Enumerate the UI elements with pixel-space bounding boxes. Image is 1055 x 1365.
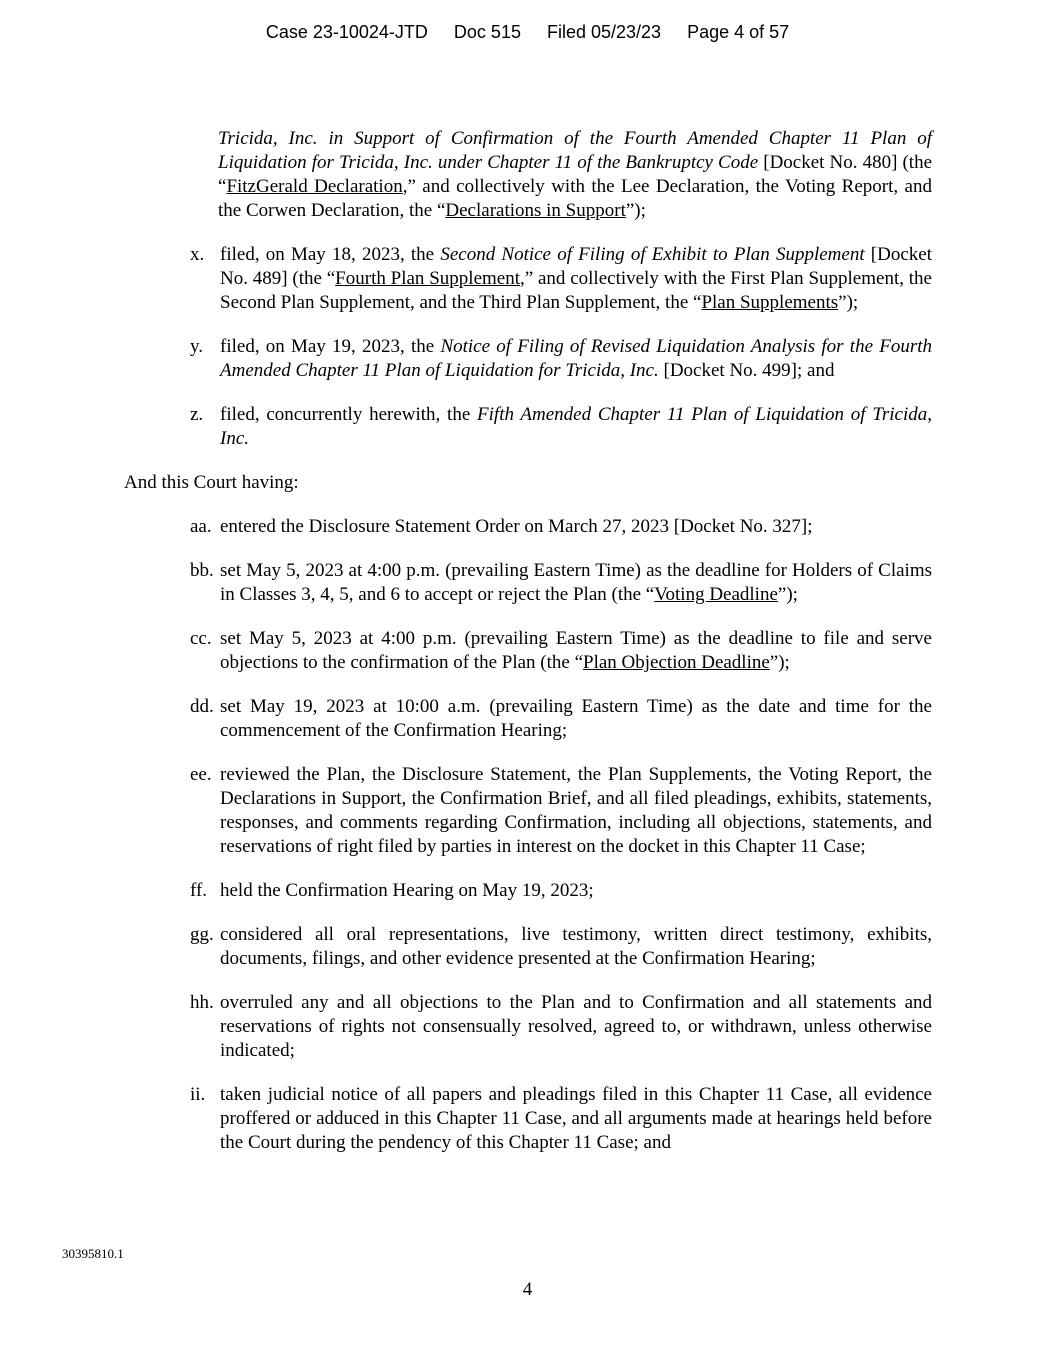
item-label: ee. <box>190 764 212 785</box>
item-label: aa. <box>190 516 212 537</box>
text-segment-underline: Fourth Plan Supplement <box>335 268 520 289</box>
text-segment-normal: [Docket No. 489] (the “ <box>220 244 932 289</box>
text-segment-normal: ,” and collectively with the First Plan Supplement, the Second Plan Supplement, and the Third Plan Supplement, the “ <box>220 268 932 313</box>
court-having-line: And this Court having: <box>124 472 299 493</box>
list-item-ii <box>124 1083 932 1155</box>
case-number: Case 23-10024-JTD <box>265 22 428 42</box>
item-text <box>220 243 932 315</box>
text-segment-underline: FitzGerald Declaration <box>226 176 403 197</box>
item-text <box>220 1083 932 1155</box>
item-text <box>220 879 932 903</box>
text-segment-normal: set May 19, 2023 at 10:00 a.m. (prevailing Eastern Time) as the date and time for the commencement of the Confirmation Hearing; <box>220 696 932 741</box>
item-text <box>220 627 932 675</box>
item-label: gg. <box>190 924 214 945</box>
list-filed-items <box>124 243 932 451</box>
item-text <box>220 559 932 607</box>
text-segment-normal: overruled any and all objections to the Plan and to Confirmation and all statements and reservations of rights not consensually resolved, agreed to, or withdrawn, unless otherwise indicated; <box>220 992 932 1061</box>
item-text <box>220 403 932 451</box>
item-label: x. <box>190 244 205 265</box>
item-text <box>220 923 932 971</box>
list-item-z <box>124 403 932 451</box>
footer-page-number: 4 <box>522 1279 533 1300</box>
item-label: cc. <box>190 628 212 649</box>
item-text <box>220 991 932 1063</box>
list-item-ee <box>124 763 932 859</box>
text-segment-underline: Declarations in Support <box>445 200 626 221</box>
text-segment-italic: Fifth Amended Chapter 11 Plan of Liquidation of Tricida, Inc. <box>220 404 932 449</box>
item-text <box>220 335 932 383</box>
text-segment-underline: Plan Objection Deadline <box>583 652 770 673</box>
list-item-cc <box>124 627 932 675</box>
text-segment-normal: ”); <box>769 652 790 673</box>
text-segment-normal: set May 5, 2023 at 4:00 p.m. (prevailing Eastern Time) as the deadline for Holders of Claims in Classes 3, 4, 5, and 6 to accept or reject the Plan (the “ <box>220 560 932 605</box>
list-court-actions <box>124 515 932 1155</box>
item-label: z. <box>190 404 204 425</box>
item-text <box>220 515 932 539</box>
ecf-stamp-header <box>0 22 1055 42</box>
item-text <box>220 695 932 743</box>
text-segment-normal: reviewed the Plan, the Disclosure Statement, the Plan Supplements, the Voting Report, the Declarations in Support, the Confirmation Brief, and all filed pleadings, exhibits, statements, responses, and comments regarding Confirmation, including all objections, statements, and reservations of right filed by parties in interest on the docket in this Chapter 11 Case; <box>220 764 932 857</box>
text-segment-normal: ”); <box>625 200 646 221</box>
list-item-gg <box>124 923 932 971</box>
text-segment-normal: filed, on May 18, 2023, the <box>220 244 441 265</box>
item-label: ff. <box>190 880 208 901</box>
text-segment-italic: Notice of Filing of Revised Liquidation Analysis for the Fourth Amended Chapter 11 Plan of Liquidation for Tricida, Inc. <box>220 336 933 381</box>
list-item-ff <box>124 879 932 903</box>
text-segment-normal: held the Confirmation Hearing on May 19, 2023; <box>220 880 594 901</box>
doc-number: Doc 515 <box>453 22 521 42</box>
text-segment-normal: entered the Disclosure Statement Order on March 27, 2023 [Docket No. 327]; <box>220 516 813 537</box>
item-label: hh. <box>190 992 214 1013</box>
list-item-bb <box>124 559 932 607</box>
text-segment-normal: taken judicial notice of all papers and pleadings filed in this Chapter 11 Case, all evidence proffered or adduced in this Chapter 11 Case, and all arguments made at hearings held before the Court during the pendency of this Chapter 11 Case; and <box>220 1084 932 1153</box>
filed-date: Filed 05/23/23 <box>546 22 662 42</box>
item-label: dd. <box>190 696 214 717</box>
text-segment-normal: [Docket No. 499]; and <box>658 360 835 381</box>
list-item-x <box>124 243 932 315</box>
footer-document-number: 30395810.1 <box>62 1246 124 1261</box>
text-segment-normal: [Docket No. 480] (the “ <box>218 152 933 197</box>
text-segment-normal: filed, on May 19, 2023, the <box>220 336 441 357</box>
text-segment-normal: ,” and collectively with the Lee Declaration, the Voting Report, and the Corwen Declaration, the “ <box>218 176 932 221</box>
item-label: y. <box>190 336 204 357</box>
item-label: ii. <box>190 1084 206 1105</box>
page-of-indicator: Page 4 of 57 <box>687 22 790 42</box>
text-segment-normal: filed, concurrently herewith, the <box>220 404 478 425</box>
text-segment-underline: Voting Deadline <box>654 584 778 605</box>
list-item-dd <box>124 695 932 743</box>
text-segment-normal: considered all oral representations, live testimony, written direct testimony, exhibits, documents, filings, and other evidence presented at the Confirmation Hearing; <box>220 924 932 969</box>
item-label: bb. <box>190 560 214 581</box>
item-text <box>220 763 932 859</box>
list-item-y <box>124 335 932 383</box>
text-segment-italic: Tricida, Inc. in Support of Confirmation of the Fourth Amended Chapter 11 Plan of Liquidation for Tricida, Inc. under Chapter 11 of the Bankruptcy Code <box>218 128 932 173</box>
paragraph-continuation-fitzgerald-declaration <box>218 127 932 223</box>
text-segment-underline: Plan Supplements <box>701 292 839 313</box>
text-segment-normal: ”); <box>838 292 859 313</box>
list-item-aa <box>124 515 932 539</box>
text-segment-normal: ”); <box>777 584 798 605</box>
list-item-hh <box>124 991 932 1063</box>
text-segment-italic: Second Notice of Filing of Exhibit to Plan Supplement <box>440 244 865 265</box>
text-segment-normal: set May 5, 2023 at 4:00 p.m. (prevailing Eastern Time) as the deadline to file and serve objections to the confirmation of the Plan (the “ <box>220 628 932 673</box>
